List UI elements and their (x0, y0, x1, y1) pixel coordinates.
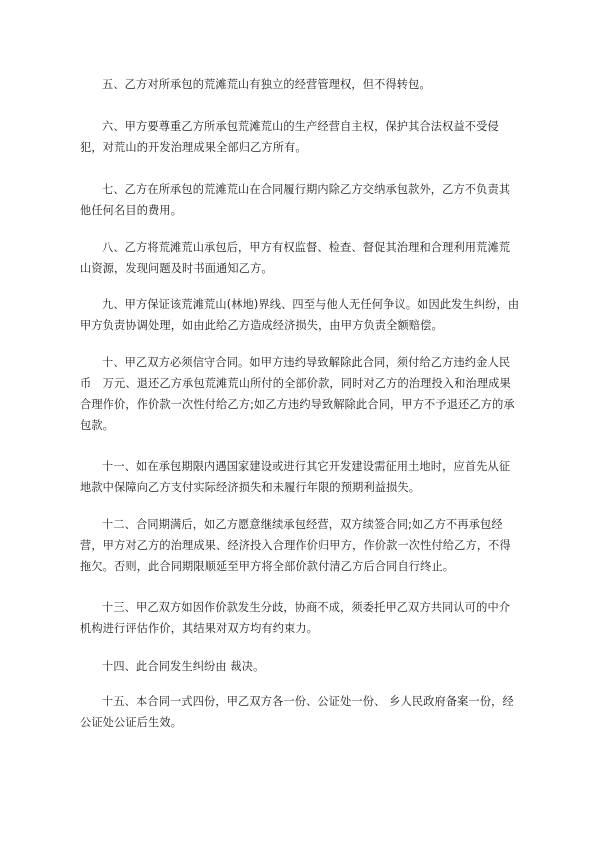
clause-10: 十、甲乙双方必须信守合同。如甲方违约导致解除此合同，须付给乙方违约金人民币 万元、退还乙方承包荒滩荒山所付的全部价款，同时对乙方的治理投入和治理成果合理作价，作价款一次性付给乙方;如乙方违约导致解除此合同，甲方不予退还乙方的承包款。 (80, 356, 515, 432)
clause-7: 七、乙方在所承包的荒滩荒山在合同履行期内除乙方交纳承包款外，乙方不负责其他任何名目的费用。 (80, 183, 511, 217)
clause-13: 十三、甲乙双方如因作价款发生分歧，协商不成，须委托甲乙双方共同认可的中介机构进行评估作价，其结果对双方均有约束力。 (80, 601, 511, 635)
clause-6: 六、甲方要尊重乙方所承包荒滩荒山的生产经营自主权，保护其合法权益不受侵犯，对荒山的开发治理成果全部归乙方所有。 (80, 120, 499, 154)
clause-8: 八、乙方将荒滩荒山承包后，甲方有权监督、检查、督促其治理和合理利用荒滩荒山资源，发现问题及时书面通知乙方。 (80, 241, 511, 275)
clause-14: 十四、此合同发生纠纷由 裁决。 (102, 660, 265, 673)
clause-9: 九、甲方保证该荒滩荒山(林地)界线、四至与他人无任何争议。如因此发生纠纷，由甲方负责协调处理，如由此给乙方造成经济损失，由甲方负责全额赔偿。 (80, 298, 520, 332)
clause-12: 十二、合同期满后，如乙方愿意继续承包经营，双方续签合同;如乙方不再承包经营，甲方对乙方的治理成果、经济投入合理作价归甲方，作价款一次性付给乙方，不得拖欠。否则，此合同期限顺延至甲方将全部价款付清乙方后合同自行终止。 (80, 518, 511, 573)
clause-11: 十一、如在承包期限内遇国家建设或进行其它开发建设需征用土地时，应首先从征地款中保障向乙方支付实际经济损失和未履行年限的预期利益损失。 (80, 460, 511, 494)
clause-5: 五、乙方对所承包的荒滩荒山有独立的经营管理权，但不得转包。 (102, 78, 431, 91)
clause-15: 十五、本合同一式四份，甲乙双方各一份、公证处一份、 乡人民政府备案一份，经 公证处公证后生效。 (80, 695, 518, 729)
